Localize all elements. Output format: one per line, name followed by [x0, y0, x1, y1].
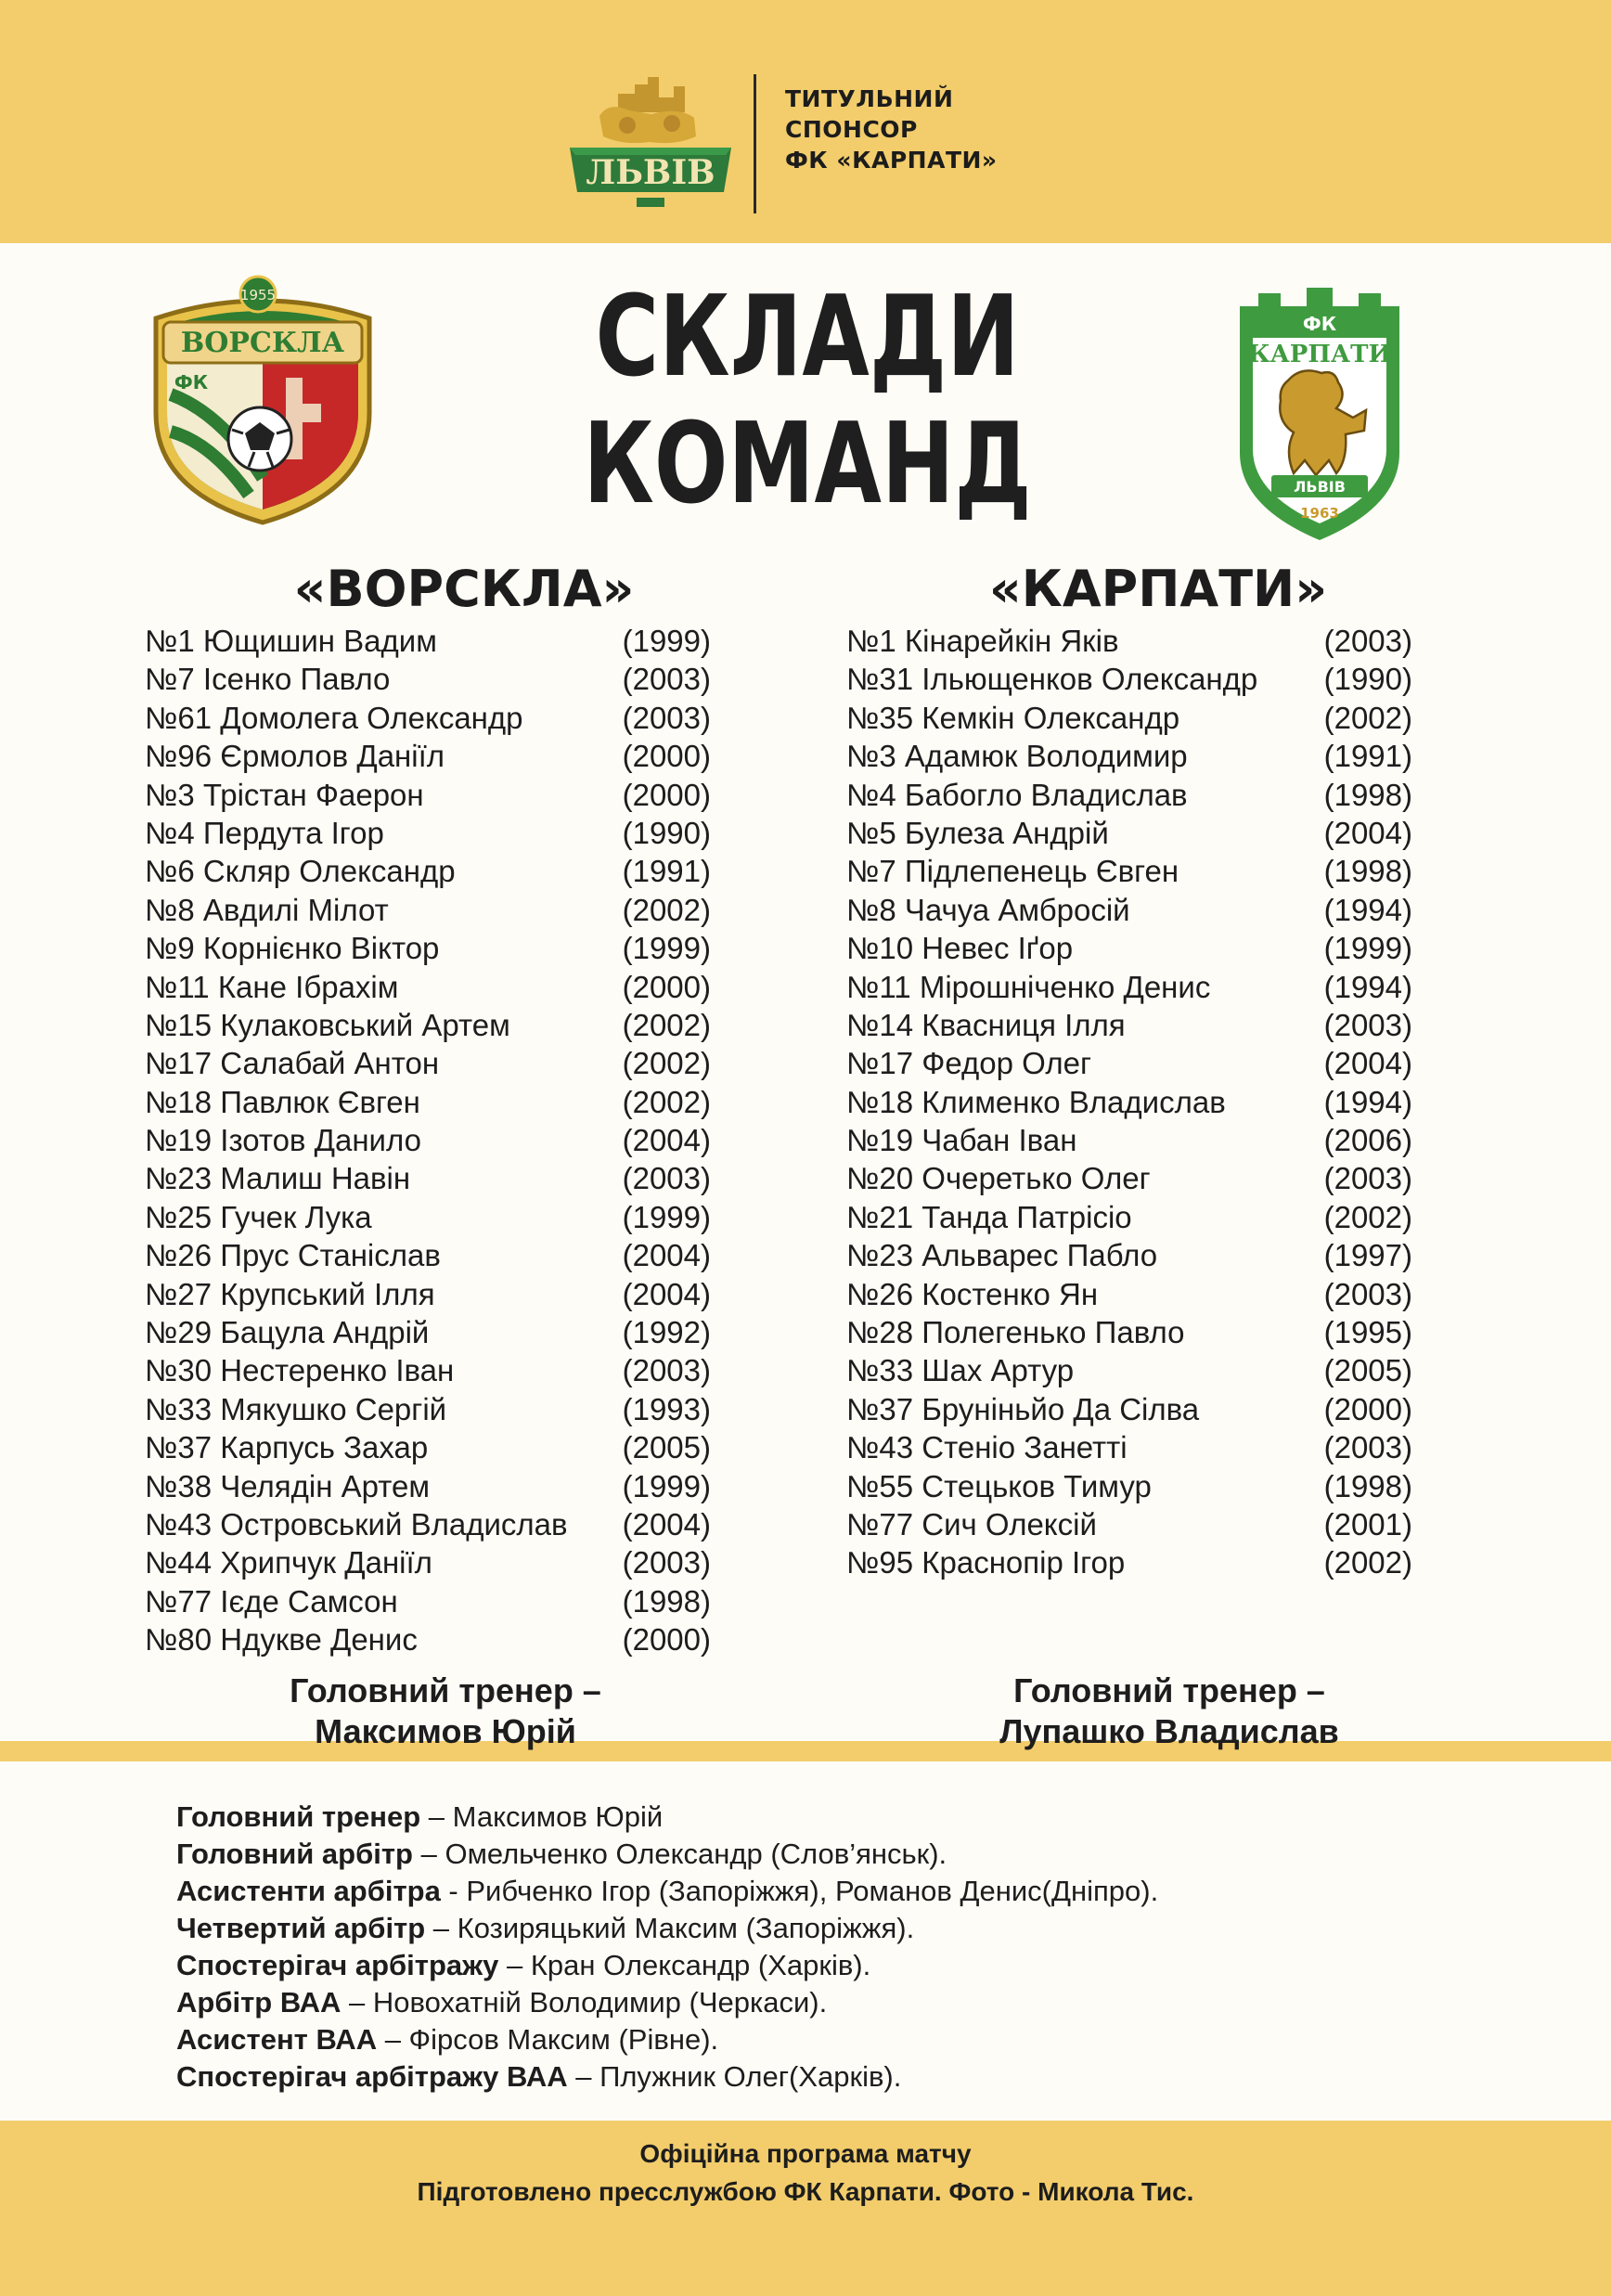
player-row [145, 622, 711, 660]
player-row [846, 1543, 1412, 1581]
vorskla-crest-year: 1955 [239, 287, 277, 303]
player-name: №4 Пердута Ігор [145, 815, 384, 850]
player-row [145, 1582, 711, 1620]
official-role: Головний арбітр [176, 1838, 413, 1870]
lviv-beer-logo [562, 70, 739, 218]
official-row [176, 1910, 1429, 1947]
official-person: Козиряцький Максим (Запоріжжя). [457, 1912, 915, 1944]
official-separator: – [498, 1949, 531, 1981]
sponsor-line: СПОНСОР [785, 116, 918, 143]
player-name: №55 Стецьков Тимур [846, 1468, 1152, 1503]
karpaty-crest [1227, 278, 1412, 548]
player-birth-year: (1998) [1323, 777, 1412, 812]
player-birth-year: (2003) [622, 700, 711, 735]
coach-name: Максимов Юрій [315, 1712, 576, 1750]
player-name: №17 Федор Олег [846, 1046, 1092, 1081]
footer [0, 2135, 1611, 2211]
sponsor-caption [785, 84, 1026, 175]
player-name: №21 Танда Патрісіо [846, 1199, 1132, 1234]
vorskla-crest-name: ВОРСКЛА [180, 327, 345, 359]
player-row [145, 1505, 711, 1543]
player-birth-year: (1991) [622, 854, 711, 889]
player-row [145, 1083, 711, 1121]
player-name: №33 Шах Артур [846, 1353, 1075, 1388]
player-row [846, 1275, 1412, 1313]
official-role: Асистенти арбітра [176, 1875, 441, 1907]
player-birth-year: (2002) [622, 1084, 711, 1119]
player-birth-year: (2003) [1323, 1161, 1412, 1196]
coach-name: Лупашко Владислав [999, 1712, 1339, 1750]
player-name: №37 Бруніньйо Да Сілва [846, 1391, 1200, 1426]
player-name: №33 Мякушко Сергій [145, 1391, 447, 1426]
player-row [846, 660, 1412, 698]
player-birth-year: (2001) [1323, 1506, 1412, 1541]
coach-karpaty [886, 1670, 1452, 1752]
player-name: №1 Ющишин Вадим [145, 624, 437, 658]
player-name: №8 Чачуа Амбросій [846, 892, 1130, 927]
player-row [846, 814, 1412, 852]
official-row [176, 1799, 1429, 1836]
team-name-vorskla: «ВОРСКЛА» [293, 560, 635, 618]
player-birth-year: (1994) [1323, 892, 1412, 927]
player-name: №43 Стеніо Занетті [846, 1430, 1128, 1465]
player-row [145, 1390, 711, 1428]
player-name: №5 Булеза Андрій [846, 815, 1109, 850]
official-person: Плужник Олег(Харків). [599, 2060, 902, 2093]
player-name: №11 Мірошніченко Денис [846, 969, 1211, 1004]
player-birth-year: (2002) [622, 1007, 711, 1042]
player-row [846, 1313, 1412, 1351]
player-row [846, 1505, 1412, 1543]
roster-vorskla [145, 622, 711, 1659]
player-name: №19 Чабан Іван [846, 1123, 1077, 1158]
player-name: №3 Трістан Фаерон [145, 777, 424, 812]
player-name: №15 Кулаковський Артем [145, 1007, 510, 1042]
player-name: №96 Єрмолов Даніїл [145, 739, 445, 774]
player-row [846, 1236, 1412, 1274]
player-row [846, 1044, 1412, 1082]
player-name: №23 Малиш Навін [145, 1161, 411, 1196]
player-row [846, 776, 1412, 814]
vorskla-crest [147, 274, 379, 529]
player-birth-year: (2004) [622, 1276, 711, 1311]
player-name: №18 Клименко Владислав [846, 1084, 1226, 1119]
player-name: №7 Ісенко Павло [145, 662, 391, 697]
player-row [145, 1044, 711, 1082]
karpaty-crest-city: ЛЬВІВ [1294, 478, 1346, 496]
player-name: №20 Очеретько Олег [846, 1161, 1151, 1196]
player-birth-year: (2006) [1323, 1123, 1412, 1158]
player-row [846, 1121, 1412, 1159]
official-person: Омельченко Олександр (Слов’янськ). [445, 1838, 947, 1870]
player-birth-year: (2003) [1323, 1430, 1412, 1465]
player-birth-year: (2002) [1323, 700, 1412, 735]
player-row [145, 1620, 711, 1658]
player-birth-year: (1999) [622, 1199, 711, 1234]
player-row [846, 699, 1412, 737]
player-birth-year: (1993) [622, 1391, 711, 1426]
official-role: Спостерігач арбітражу ВАА [176, 2060, 568, 2093]
player-row [145, 852, 711, 890]
player-name: №43 Островський Владислав [145, 1506, 568, 1541]
player-row [145, 737, 711, 775]
official-row [176, 2021, 1429, 2058]
roster-karpaty [846, 622, 1412, 1582]
karpaty-crest-fk: ФК [1302, 313, 1337, 335]
player-row [846, 891, 1412, 929]
player-birth-year: (2003) [622, 1353, 711, 1388]
player-name: №7 Підлепенець Євген [846, 854, 1179, 889]
player-name: №28 Полегенько Павло [846, 1315, 1185, 1350]
player-name: №31 Ільющенков Олександр [846, 662, 1258, 697]
page-title [583, 274, 1032, 528]
official-row [176, 1947, 1429, 1984]
player-birth-year: (2002) [1323, 1545, 1412, 1580]
player-birth-year: (2000) [622, 969, 711, 1004]
player-name: №4 Бабогло Владислав [846, 777, 1188, 812]
player-birth-year: (1997) [1323, 1238, 1412, 1273]
player-row [145, 699, 711, 737]
official-row [176, 2058, 1429, 2096]
player-name: №9 Корнієнко Віктор [145, 931, 440, 966]
player-row [846, 737, 1412, 775]
player-birth-year: (2005) [1323, 1353, 1412, 1388]
player-name: №14 Квасниця Ілля [846, 1007, 1126, 1042]
player-birth-year: (1999) [622, 624, 711, 658]
player-row [846, 1351, 1412, 1389]
player-birth-year: (2002) [622, 1046, 711, 1081]
player-birth-year: (1998) [1323, 854, 1412, 889]
player-name: №11 Кане Ібрахім [145, 969, 399, 1004]
player-name: №30 Нестеренко Іван [145, 1353, 455, 1388]
player-birth-year: (2004) [1323, 1046, 1412, 1081]
player-row [846, 852, 1412, 890]
player-row [145, 1428, 711, 1466]
official-separator: – [377, 2023, 409, 2056]
player-birth-year: (1998) [1323, 1468, 1412, 1503]
official-person: Фірсов Максим (Рівне). [408, 2023, 719, 2056]
player-birth-year: (1998) [622, 1583, 711, 1619]
player-birth-year: (1990) [622, 815, 711, 850]
player-birth-year: (2003) [1323, 1276, 1412, 1311]
player-name: №29 Бацула Андрій [145, 1315, 430, 1350]
player-birth-year: (2003) [622, 662, 711, 697]
player-name: №1 Кінарейкін Яків [846, 624, 1119, 658]
player-name: №25 Гучек Лука [145, 1199, 372, 1234]
player-birth-year: (2003) [622, 1545, 711, 1580]
official-person: Максимов Юрій [452, 1800, 664, 1833]
title-line: КОМАНД [583, 400, 1032, 529]
official-row [176, 1873, 1429, 1910]
player-birth-year: (2004) [622, 1506, 711, 1541]
player-name: №8 Авдилі Мілот [145, 892, 389, 927]
player-name: №77 Сич Олексій [846, 1506, 1097, 1541]
player-name: №26 Костенко Ян [846, 1276, 1099, 1311]
official-separator: - [440, 1875, 467, 1907]
official-separator: – [567, 2060, 600, 2093]
player-birth-year: (1991) [1323, 739, 1412, 774]
sponsor-line: ТИТУЛЬНИЙ [785, 85, 954, 112]
player-birth-year: (2004) [1323, 815, 1412, 850]
player-birth-year: (2004) [622, 1238, 711, 1273]
player-row [145, 1006, 711, 1044]
player-name: №6 Скляр Олександр [145, 854, 456, 889]
player-row [145, 1198, 711, 1236]
player-row [846, 929, 1412, 967]
player-name: №44 Хрипчук Даніїл [145, 1545, 432, 1580]
karpaty-crest-name: КАРПАТИ [1247, 341, 1392, 368]
player-birth-year: (1999) [622, 1468, 711, 1503]
player-name: №19 Ізотов Данило [145, 1123, 421, 1158]
official-person: Новохатній Володимир (Черкаси). [372, 1986, 828, 2019]
player-birth-year: (2005) [622, 1430, 711, 1465]
official-role: Асистент ВАА [176, 2023, 378, 2056]
player-row [846, 622, 1412, 660]
player-name: №61 Домолега Олександр [145, 700, 523, 735]
official-role: Арбітр ВАА [176, 1986, 342, 2019]
player-name: №80 Ндукве Денис [145, 1622, 418, 1658]
player-row [145, 1275, 711, 1313]
player-row [145, 891, 711, 929]
player-name: №26 Прус Станіслав [145, 1238, 441, 1273]
official-separator: – [412, 1838, 445, 1870]
player-name: №23 Альварес Пабло [846, 1238, 1158, 1273]
player-name: №10 Невес Іґор [846, 931, 1074, 966]
official-separator: – [425, 1912, 458, 1944]
official-row [176, 1836, 1429, 1873]
player-row [846, 1083, 1412, 1121]
player-birth-year: (1995) [1323, 1315, 1412, 1350]
player-row [145, 1236, 711, 1274]
player-birth-year: (1990) [1323, 662, 1412, 697]
sponsor-divider [754, 74, 756, 213]
player-birth-year: (2000) [1323, 1391, 1412, 1426]
player-name: №18 Павлюк Євген [145, 1084, 420, 1119]
player-row [145, 1159, 711, 1197]
vorskla-crest-fk: ФК [174, 371, 209, 393]
official-role: Спостерігач арбітражу [176, 1949, 499, 1981]
player-row [846, 1467, 1412, 1505]
player-row [846, 968, 1412, 1006]
player-birth-year: (2000) [622, 1622, 711, 1658]
footer-line-1: Офіційна програма матчу [639, 2139, 972, 2168]
player-birth-year: (1992) [622, 1315, 711, 1350]
player-name: №3 Адамюк Володимир [846, 739, 1188, 774]
player-name: №35 Кемкін Олександр [846, 700, 1180, 735]
player-name: №95 Краснопір Ігор [846, 1545, 1126, 1580]
player-name: №38 Челядін Артем [145, 1468, 431, 1503]
player-birth-year: (2002) [622, 892, 711, 927]
player-birth-year: (2002) [1323, 1199, 1412, 1234]
player-birth-year: (2000) [622, 777, 711, 812]
player-row [846, 1006, 1412, 1044]
player-row [846, 1159, 1412, 1197]
player-birth-year: (1994) [1323, 1084, 1412, 1119]
player-row [145, 1543, 711, 1581]
player-row [145, 1467, 711, 1505]
player-row [145, 929, 711, 967]
player-birth-year: (1999) [1323, 931, 1412, 966]
player-row [145, 776, 711, 814]
player-row [846, 1428, 1412, 1466]
player-row [145, 1121, 711, 1159]
player-row [846, 1390, 1412, 1428]
player-birth-year: (1994) [1323, 969, 1412, 1004]
official-separator: – [341, 1986, 373, 2019]
lviv-logo-text: ЛЬВІВ [586, 153, 715, 192]
official-separator: – [420, 1800, 453, 1833]
player-name: №37 Карпусь Захар [145, 1430, 429, 1465]
player-name: №77 Ієде Самсон [145, 1583, 398, 1619]
official-role: Головний тренер [176, 1800, 421, 1833]
player-name: №17 Салабай Антон [145, 1046, 440, 1081]
player-row [145, 968, 711, 1006]
official-role: Четвертий арбітр [176, 1912, 426, 1944]
official-person: Рибченко Ігор (Запоріжжя), Романов Денис(Дніпро). [466, 1875, 1159, 1907]
player-row [145, 1351, 711, 1389]
footer-line-2: Підготовлено пресслужбою ФК Карпати. Фото - Микола Тис. [417, 2177, 1194, 2206]
coach-title: Головний тренер – [290, 1671, 601, 1709]
player-row [145, 1313, 711, 1351]
player-birth-year: (2000) [622, 739, 711, 774]
player-row [846, 1198, 1412, 1236]
player-birth-year: (2003) [1323, 624, 1412, 658]
official-person: Кран Олександр (Харків). [530, 1949, 871, 1981]
player-row [145, 660, 711, 698]
coach-title: Головний тренер – [1013, 1671, 1325, 1709]
team-name-karpaty: «КАРПАТИ» [988, 560, 1328, 618]
karpaty-crest-year: 1963 [1300, 505, 1339, 522]
sponsor-line: ФК «КАРПАТИ» [785, 147, 998, 174]
player-birth-year: (2003) [1323, 1007, 1412, 1042]
match-officials [176, 1799, 1429, 2096]
player-birth-year: (1999) [622, 931, 711, 966]
player-row [145, 814, 711, 852]
player-name: №27 Крупський Ілля [145, 1276, 435, 1311]
official-row [176, 1984, 1429, 2021]
title-line: СКЛАДИ [595, 273, 1020, 402]
player-birth-year: (2003) [622, 1161, 711, 1196]
player-birth-year: (2004) [622, 1123, 711, 1158]
coach-vorskla [186, 1670, 705, 1752]
